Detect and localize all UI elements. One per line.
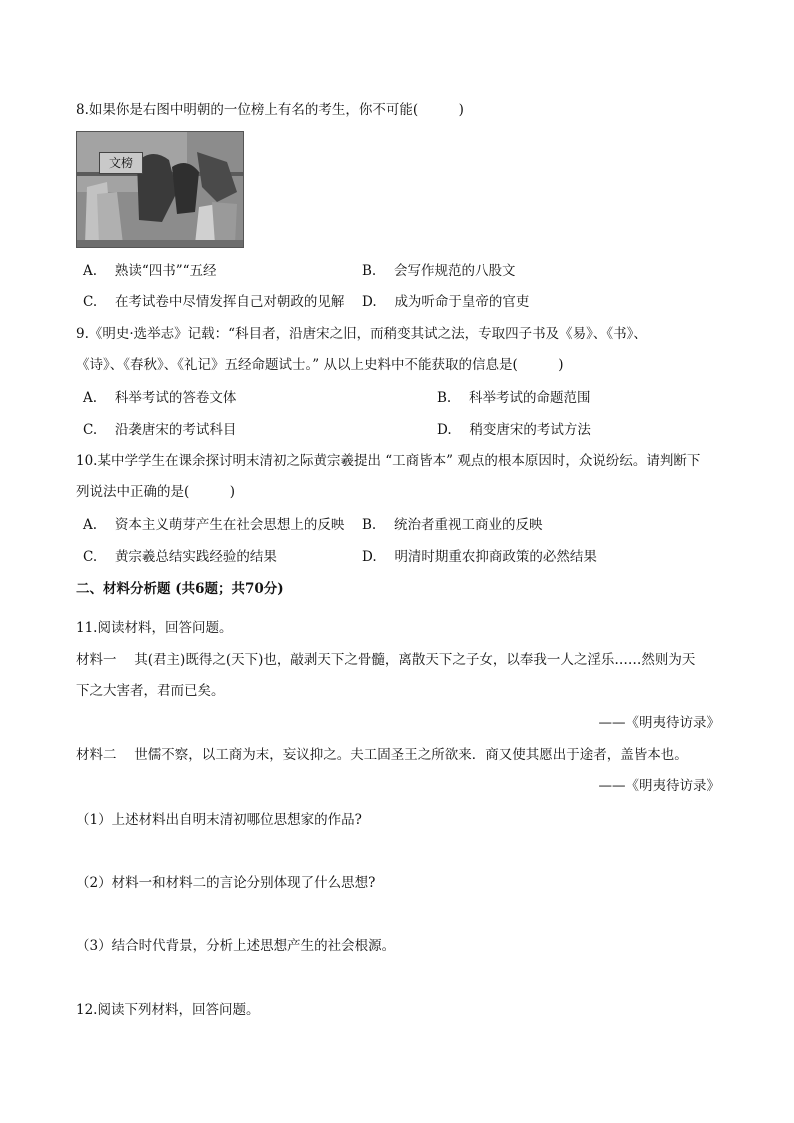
option-letter: B. <box>437 390 452 406</box>
q8-option-a[interactable] <box>83 261 217 281</box>
q10-stem-line2: 列说法中正确的是( ) <box>76 484 236 500</box>
option-letter: A. <box>83 517 98 533</box>
option-text: 成为听命于皇帝的官吏 <box>394 294 530 310</box>
option-letter: A. <box>83 263 98 279</box>
option-letter: C. <box>83 422 98 438</box>
section-heading: 二、材料分析题 (共6题；共70分) <box>76 581 284 597</box>
q11-material1-source: ——《明夷待访录》 <box>598 715 720 731</box>
q11-stem: 11.阅读材料，回答问题。 <box>76 620 233 636</box>
option-letter: C. <box>83 549 98 565</box>
q10-option-a[interactable] <box>83 515 344 535</box>
exam-list-drawing <box>77 132 244 248</box>
option-text: 在考试卷中尽情发挥自己对朝政的见解 <box>114 294 345 310</box>
q9-option-a[interactable] <box>83 388 236 408</box>
option-text: 稍变唐宋的考试方法 <box>469 422 591 438</box>
q11-sub-question-1: （1）上述材料出自明末清初哪位思想家的作品? <box>76 812 362 828</box>
option-text: 科举考试的命题范围 <box>469 390 591 406</box>
q8-option-b[interactable] <box>362 261 516 281</box>
option-letter: B. <box>362 263 377 279</box>
q10-stem-line1: 10.某中学学生在课余探讨明末清初之际黄宗羲提出 “工商皆本” 观点的根本原因时，众说纷纭。请判断下 <box>76 453 701 469</box>
q8-option-c[interactable] <box>83 292 344 312</box>
q11-material1-line2: 下之大害者，君而已矣。 <box>76 683 225 699</box>
q9-option-d[interactable] <box>437 420 591 440</box>
q10-option-b[interactable] <box>362 515 543 535</box>
q9-option-b[interactable] <box>437 388 591 408</box>
option-text: 资本主义萌芽产生在社会思想上的反映 <box>114 517 345 533</box>
q10-option-d[interactable] <box>362 547 597 567</box>
option-text: 明清时期重农抑商政策的必然结果 <box>394 549 597 565</box>
exam-list-illustration <box>76 131 244 248</box>
option-text: 沿袭唐宋的考试科目 <box>114 422 237 438</box>
q8-stem: 8.如果你是右图中明朝的一位榜上有名的考生，你不可能( ) <box>76 102 464 118</box>
option-text: 熟读“四书”“五经 <box>114 263 217 279</box>
option-text: 会写作规范的八股文 <box>394 263 516 279</box>
option-letter: B. <box>362 517 377 533</box>
q11-sub-question-2: （2）材料一和材料二的言论分别体现了什么思想? <box>76 875 376 891</box>
q11-material2-source: ——《明夷待访录》 <box>598 778 720 794</box>
option-letter: C. <box>83 294 98 310</box>
q11-sub-question-3: （3）结合时代背景，分析上述思想产生的社会根源。 <box>76 938 396 954</box>
option-letter: A. <box>83 390 98 406</box>
q9-stem-line2: 《诗》、《春秋》、《礼记》五经命题试士。” 从以上史料中不能获取的信息是( ) <box>76 357 564 373</box>
option-text: 黄宗羲总结实践经验的结果 <box>114 549 277 565</box>
option-letter: D. <box>437 422 452 438</box>
q12-stem: 12.阅读下列材料，回答问题。 <box>76 1002 260 1018</box>
q9-stem-line1: 9.《明史·选举志》记载：“科目者，沿唐宋之旧，而稍变其试之法，专取四子书及《易》、《书》、 <box>76 326 647 342</box>
option-letter: D. <box>362 294 377 310</box>
option-letter: D. <box>362 549 377 565</box>
option-text: 科举考试的答卷文体 <box>114 390 237 406</box>
q11-material2-line1: 材料二 世儒不察，以工商为末，妄议抑之。夫工固圣王之所欲来．商又使其愿出于途者，盖皆本也。 <box>76 747 688 763</box>
option-text: 统治者重视工商业的反映 <box>394 517 543 533</box>
wenbang-sign: 文榜 <box>99 152 143 174</box>
q9-option-c[interactable] <box>83 420 236 440</box>
q8-option-d[interactable] <box>362 292 529 312</box>
q11-material1-line1: 材料一 其(君主)既得之(天下)也，敲剥天下之骨髓，离散天下之子女，以奉我一人之淫乐……然则为天 <box>76 652 696 668</box>
q10-option-c[interactable] <box>83 547 277 567</box>
